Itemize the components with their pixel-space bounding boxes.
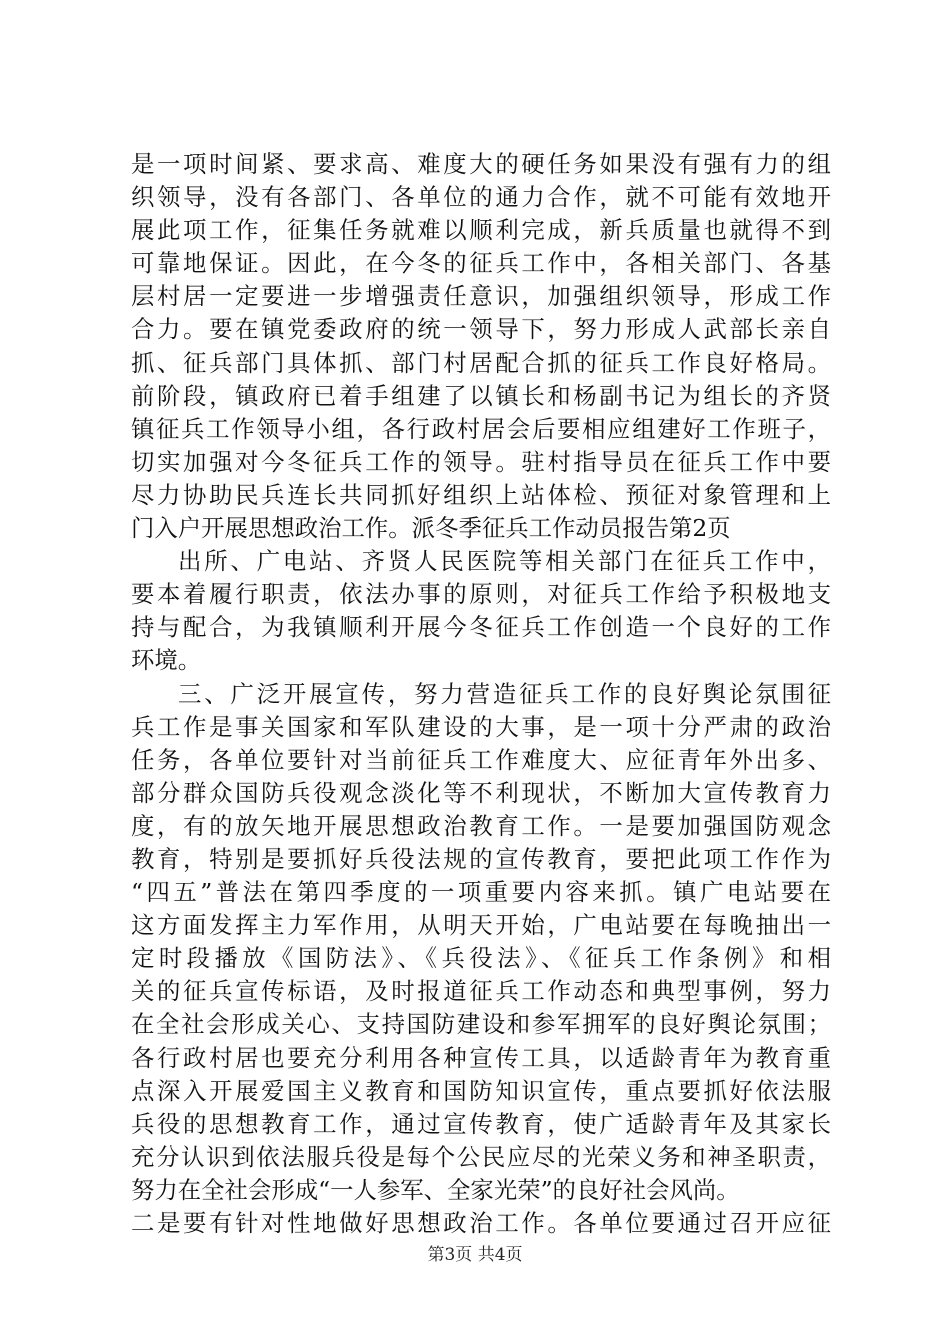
text-line: 教育，特别是要抓好兵役法规的宣传教育，要把此项工作作为 [131,844,831,873]
text-line: 抓、征兵部门具体抓、部门村居配合抓的征兵工作良好格局。 [131,348,831,377]
text-line: 兵工作是事关国家和军队建设的大事，是一项十分严肃的政治 [131,712,831,741]
body-text [131,148,831,1240]
text-line: 可靠地保证。因此，在今冬的征兵工作中，各相关部门、各基 [131,249,831,278]
text-line: 点深入开展爱国主义教育和国防知识宣传，重点要抓好依法服 [131,1076,831,1105]
text-line: 各行政村居也要充分利用各种宣传工具，以适龄青年为教育重 [131,1043,831,1072]
text-line: 层村居一定要进一步增强责任意识，加强组织领导，形成工作 [131,282,831,311]
text-line: 是一项时间紧、要求高、难度大的硬任务如果没有强有力的组 [131,150,831,178]
text-line: 三、广泛开展宣传，努力营造征兵工作的良好舆论氛围征 [178,679,831,708]
text-line: 环境。 [131,646,202,675]
text-line: 部分群众国防兵役观念淡化等不利现状，不断加大宣传教育力 [131,778,831,807]
text-line: 尽力协助民兵连长共同抓好组织上站体检、预征对象管理和上 [131,480,831,509]
text-line: 门入户开展思想政治工作。派冬季征兵工作动员报告第2页 [131,514,731,543]
text-line: 这方面发挥主力军作用，从明天开始，广电站要在每晚抽出一 [131,911,831,940]
text-line: 关的征兵宣传标语，及时报道征兵工作动态和典型事例，努力 [131,977,831,1006]
text-line: 度，有的放矢地开展思想政治教育工作。一是要加强国防观念 [131,811,831,840]
text-line: 要本着履行职责，依法办事的原则，对征兵工作给予积极地支 [131,580,831,609]
text-line: “四五”普法在第四季度的一项重要内容来抓。镇广电站要在 [131,878,831,907]
text-line: 出所、广电站、齐贤人民医院等相关部门在征兵工作中， [178,547,831,576]
page-number: 第3页 共4页 [427,1245,523,1265]
text-line: 切实加强对今冬征兵工作的领导。驻村指导员在征兵工作中要 [131,447,831,476]
page-footer [0,1244,950,1266]
text-line: 前阶段，镇政府已着手组建了以镇长和杨副书记为组长的齐贤 [131,381,831,410]
text-line: 合力。要在镇党委政府的统一领导下，努力形成人武部长亲自 [131,315,831,344]
text-line: 展此项工作，征集任务就难以顺利完成，新兵质量也就得不到 [131,216,831,245]
text-line: 织领导，没有各部门、各单位的通力合作，就不可能有效地开 [131,183,831,212]
text-line: 在全社会形成关心、支持国防建设和参军拥军的良好舆论氛围； [131,1010,831,1039]
text-line: 二是要有针对性地做好思想政治工作。各单位要通过召开应征 [131,1209,831,1237]
text-line: 努力在全社会形成“一人参军、全家光荣”的良好社会风尚。 [131,1175,740,1204]
text-line: 兵役的思想教育工作，通过宣传教育，使广适龄青年及其家长 [131,1109,831,1138]
text-line: 任务，各单位要针对当前征兵工作难度大、应征青年外出多、 [131,745,831,774]
text-line: 镇征兵工作领导小组，各行政村居会后要相应组建好工作班子， [131,414,831,443]
text-line: 充分认识到依法服兵役是每个公民应尽的光荣义务和神圣职责， [131,1142,831,1171]
text-line: 持与配合，为我镇顺利开展今冬征兵工作创造一个良好的工作 [131,613,831,642]
text-line: 定时段播放《国防法》、《兵役法》、《征兵工作条例》和相 [131,944,831,973]
